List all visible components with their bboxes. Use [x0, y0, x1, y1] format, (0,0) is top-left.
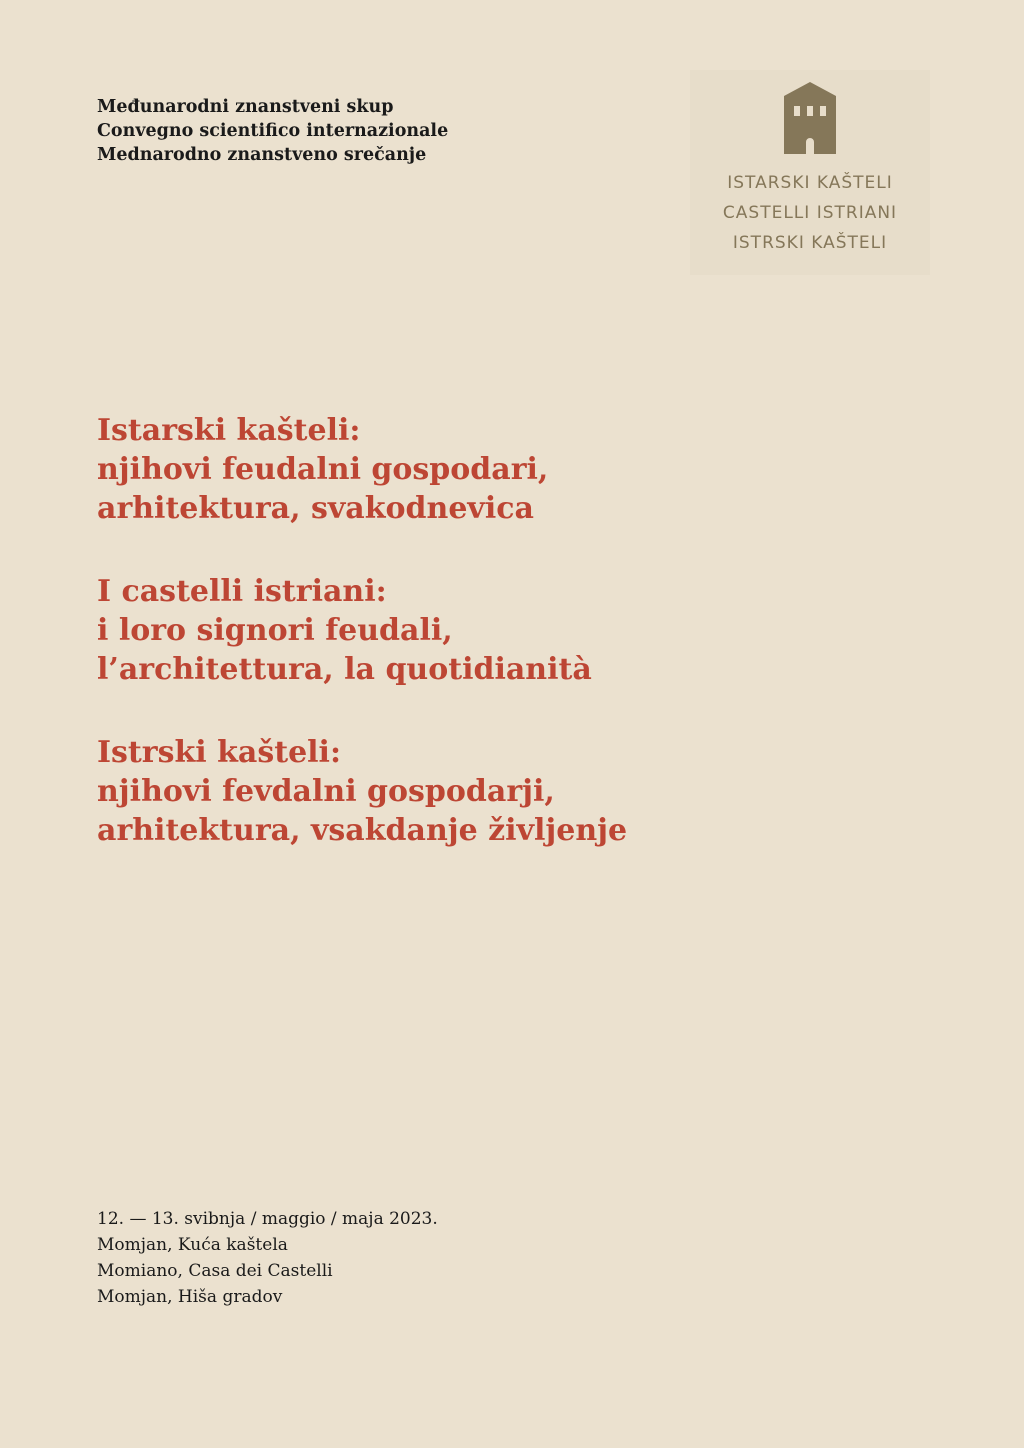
header-line-sl: Mednarodno znanstveno srečanje	[97, 145, 427, 165]
title-line: Istrski kašteli:	[97, 735, 342, 770]
title-line: njihovi fevdalni gospodarji,	[97, 774, 555, 809]
header-line-it: Convegno scientifico internazionale	[97, 121, 449, 141]
event-details	[97, 1206, 597, 1310]
conference-title-block	[97, 411, 957, 894]
title-line: i loro signori feudali,	[97, 613, 453, 648]
title-line: arhitektura, svakodnevica	[97, 491, 534, 526]
istarski-kasteli-logo	[690, 70, 930, 275]
title-line: Istarski kašteli:	[97, 413, 361, 448]
header-line-hr: Međunarodni znanstveni skup	[97, 97, 394, 117]
title-line: I castelli istriani:	[97, 574, 387, 609]
title-slovenian	[97, 733, 957, 850]
logo-line-it: CASTELLI ISTRIANI	[722, 203, 898, 223]
logo-line-sl: ISTRSKI KAŠTELI	[732, 233, 888, 253]
conference-header	[97, 95, 617, 167]
title-croatian	[97, 411, 957, 528]
venue-hr: Momjan, Kuća kaštela	[97, 1235, 288, 1255]
title-italian	[97, 572, 957, 689]
logo-line-hr: ISTARSKI KAŠTELI	[727, 173, 893, 193]
venue-it: Momiano, Casa dei Castelli	[97, 1261, 333, 1281]
event-date: 12. — 13. svibnja / maggio / maja 2023.	[97, 1209, 438, 1229]
castle-tower-icon	[784, 82, 836, 154]
title-line: njihovi feudalni gospodari,	[97, 452, 549, 487]
title-line: l’architettura, la quotidianità	[97, 652, 592, 687]
title-line: arhitektura, vsakdanje življenje	[97, 813, 628, 848]
venue-sl: Momjan, Hiša gradov	[97, 1287, 283, 1307]
